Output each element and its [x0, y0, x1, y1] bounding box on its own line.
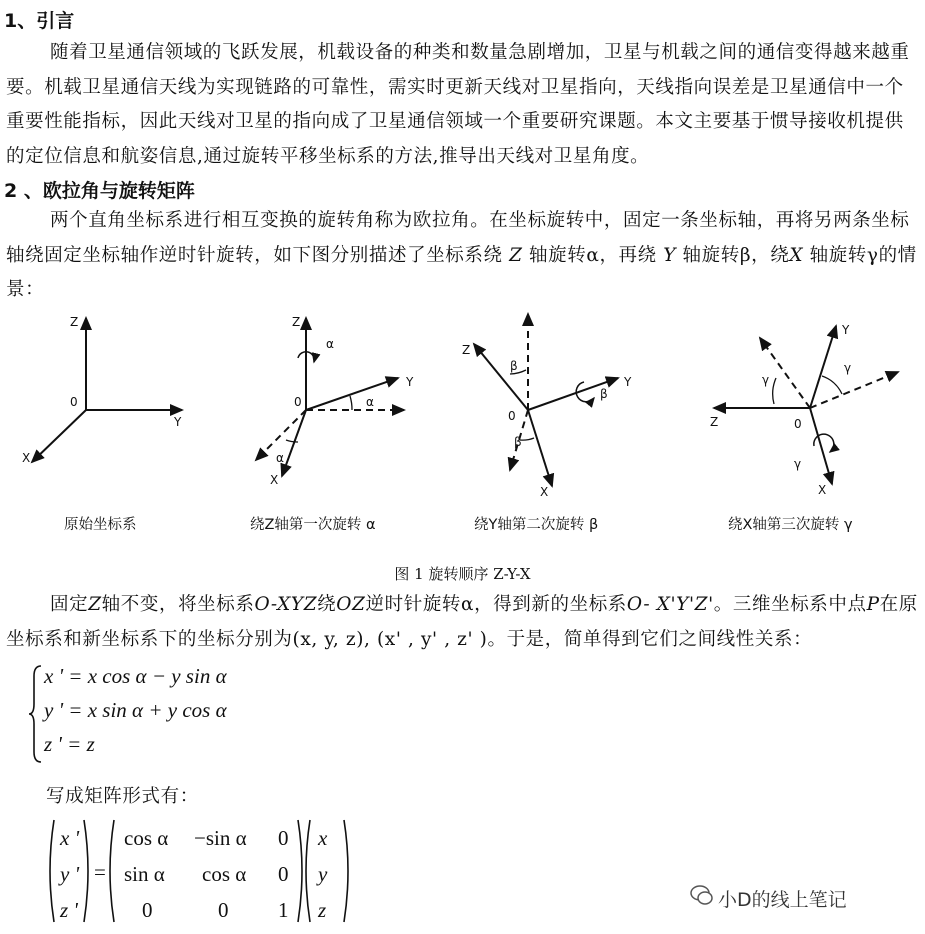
- m-r1c1: cos α: [124, 826, 169, 850]
- p3-o-label: 0: [508, 409, 516, 423]
- p3-t8: O- X'Y'Z': [626, 594, 714, 615]
- panel-y-rotation: [474, 314, 618, 486]
- p2-o-label: 0: [294, 395, 302, 409]
- watermark-text: 小D的线上笔记: [718, 889, 847, 911]
- equation-brace: [28, 664, 44, 764]
- p3-t3: 轴不变，将坐标系: [101, 594, 255, 615]
- panel-original: [32, 318, 182, 462]
- paragraph-3: [6, 588, 921, 657]
- rhs-y: y: [318, 862, 328, 886]
- lhs-x: x ': [60, 826, 80, 850]
- section-1-heading: 1、引言: [4, 10, 75, 32]
- m-r1c3: 0: [278, 826, 289, 850]
- p4-x-label: X: [818, 483, 827, 497]
- p3-beta-1: β: [510, 359, 518, 373]
- section-2-text-b: 轴旋转α，再绕: [529, 244, 657, 266]
- p3-x-label: X: [540, 485, 549, 499]
- figure-title: 图 1 旋转顺序 Z-Y-X: [394, 565, 531, 583]
- p1-o-label: 0: [70, 395, 78, 409]
- p4-z-label: Z: [710, 415, 719, 429]
- m-r3c2: 0: [218, 898, 229, 922]
- rotation-diagram: [0, 308, 925, 538]
- p2-alpha-1: α: [326, 337, 334, 351]
- equation-2: y ' = x sin α + y cos α: [44, 698, 227, 722]
- p2-alpha-2: α: [366, 395, 374, 409]
- p3-t10: P: [866, 594, 880, 615]
- p1-x-label: X: [22, 451, 31, 465]
- m-r3c1: 0: [142, 898, 153, 922]
- p1-z-label: Z: [70, 315, 79, 329]
- p3-t6: OZ: [336, 594, 366, 615]
- caption-original: 原始坐标系: [64, 517, 137, 533]
- caption-z-rotation: 绕Z轴第一次旋转 α: [250, 517, 376, 533]
- equals-sign: =: [94, 860, 106, 884]
- p2-y-label: Y: [406, 375, 414, 389]
- y-symbol: Y: [663, 244, 677, 266]
- p3-t4: O-XYZ: [254, 594, 318, 615]
- rhs-z: z: [318, 898, 327, 922]
- section-1-paragraph: [6, 36, 921, 174]
- section-1-text: 随着卫星通信领域的飞跃发展，机载设备的种类和数量急剧增加，卫星与机载之间的通信变得越来越重要。机载卫星通信天线为实现链路的可靠性，需实时更新天线对卫星指向，天线指向误差是卫星通信中一个重要性能指标，因此天线对卫星的指向成了卫星通信领域一个重要研究课题。本文主要基于惯导接收机提供的定位信息和航姿信息,通过旋转平移坐标系的方法,推导出天线对卫星角度。: [6, 42, 910, 167]
- lhs-y: y ': [60, 862, 80, 886]
- section-2-text-c: 轴旋转β，绕: [682, 244, 790, 266]
- matrix-intro: 写成矩阵形式有：: [46, 786, 199, 807]
- p3-t2: Z: [88, 594, 102, 615]
- p3-y-label: Y: [624, 375, 632, 389]
- section-2-text-a: 两个直角坐标系进行相互变换的旋转角称为欧拉角。在坐标旋转中，固定一条坐标轴，再将另两条坐标轴绕固定坐标轴作逆时针旋转，如下图分别描述了坐标系绕: [6, 210, 910, 266]
- equation-1: x ' = x cos α − y sin α: [44, 664, 227, 688]
- section-2-text-d: 轴旋转γ的情景：: [6, 244, 917, 300]
- p3-t5: 绕: [317, 594, 337, 615]
- p4-y-label: Y: [842, 323, 850, 337]
- z-symbol: Z: [509, 244, 523, 266]
- m-r2c2: cos α: [202, 862, 247, 886]
- equation-3: z ' = z: [44, 732, 95, 756]
- m-r3c3: 1: [278, 898, 289, 922]
- rhs-x: x: [318, 826, 328, 850]
- panel-x-rotation: [714, 326, 898, 484]
- x-symbol: X: [789, 244, 804, 266]
- p2-z-label: Z: [292, 315, 301, 329]
- p3-t9: 。三维坐标系中点: [713, 594, 867, 615]
- p4-gamma-3: γ: [794, 457, 802, 471]
- section-2-heading: 2 、欧拉角与旋转矩阵: [4, 180, 195, 202]
- m-r1c2: −sin α: [194, 826, 247, 850]
- p2-x-label: X: [270, 473, 279, 487]
- caption-y-rotation: 绕Y轴第二次旋转 β: [474, 517, 599, 533]
- caption-x-rotation: 绕X轴第三次旋转 γ: [728, 517, 853, 533]
- p4-gamma-1: γ: [762, 373, 770, 387]
- p4-gamma-2: γ: [844, 361, 852, 375]
- m-r2c1: sin α: [124, 862, 165, 886]
- p4-o-label: 0: [794, 417, 802, 431]
- section-2-paragraph: [6, 204, 921, 308]
- p3-z-label: Z: [462, 343, 471, 357]
- p3-t11: 在原坐标系和新坐标系下的坐标分别为(x, y, z), (x' , y' , z' )。于是，简单得到它们之间线性关系：: [6, 594, 918, 650]
- p3-t1: 固定: [50, 594, 89, 615]
- p3-beta-3: β: [600, 387, 608, 401]
- wechat-icon: [690, 884, 714, 906]
- lhs-z: z ': [60, 898, 78, 922]
- p2-alpha-3: α: [276, 451, 284, 465]
- p1-y-label: Y: [174, 415, 182, 429]
- p3-t7: 逆时针旋转α，得到新的坐标系: [365, 594, 627, 615]
- p3-beta-2: β: [514, 435, 522, 449]
- m-r2c3: 0: [278, 862, 289, 886]
